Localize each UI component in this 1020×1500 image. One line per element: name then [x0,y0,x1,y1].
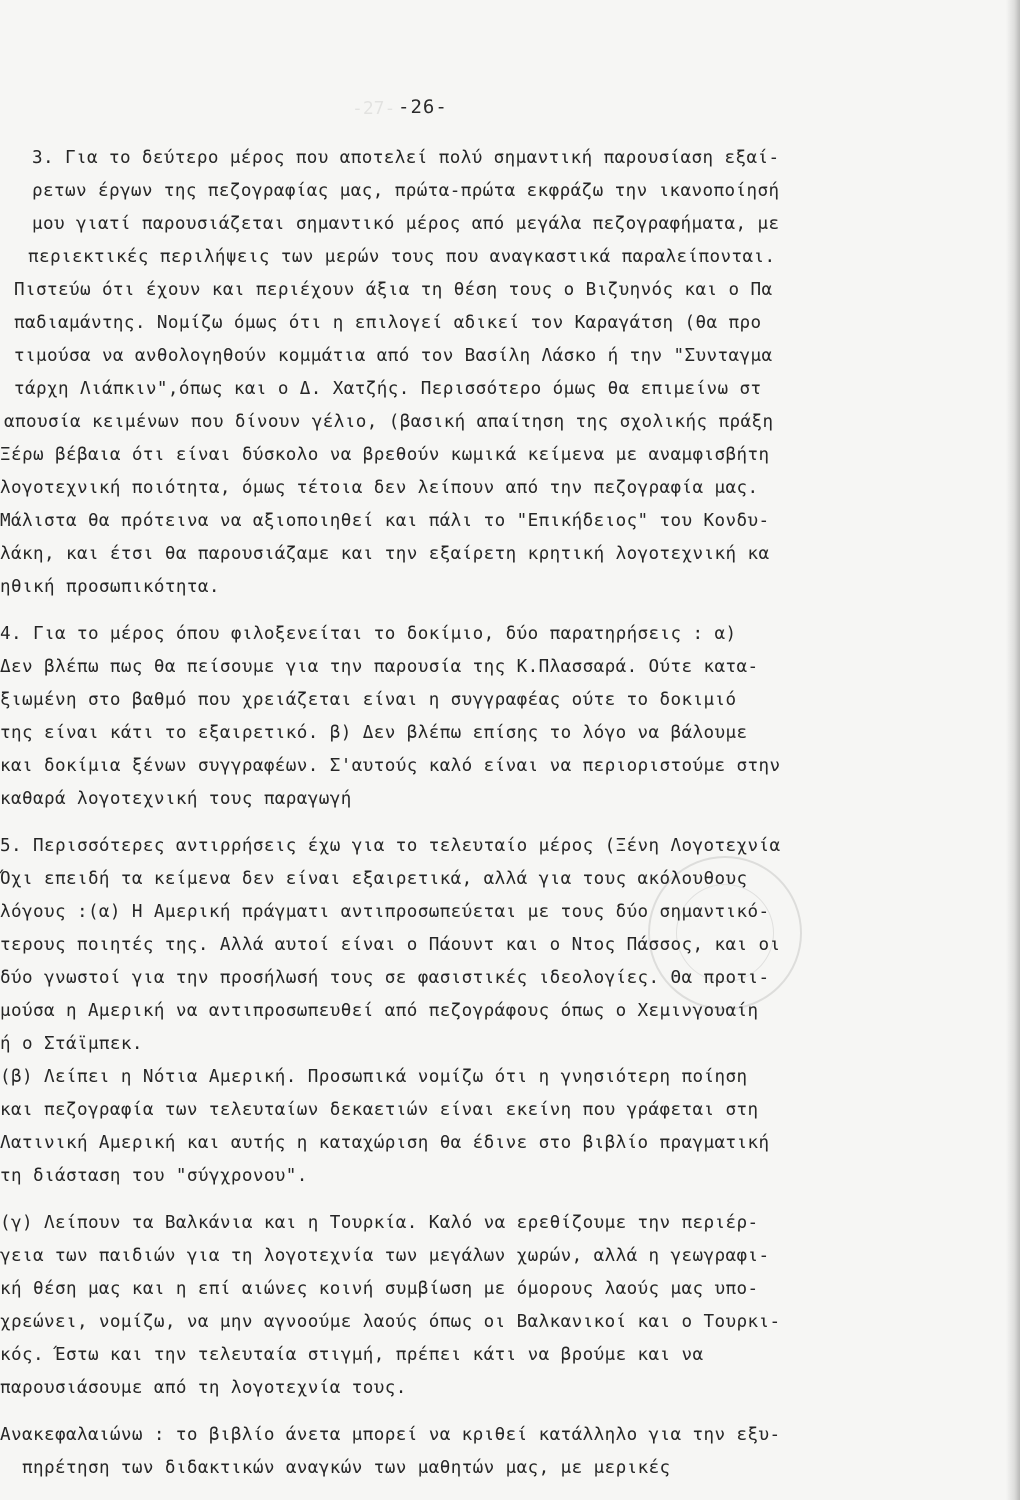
text-line: πηρέτηση των διδακτικών αναγκών των μαθητών μας, με μερικές [22,1458,671,1478]
text-line: κή θέση μας και η επί αιώνες κοινή συμβίωση με όμορους λαούς μας υπο- [0,1279,759,1299]
text-line: 4. Για το μέρος όπου φιλοξενείται το δοκίμιο, δύο παρατηρήσεις : α) [0,624,737,644]
text-line: καθαρά λογοτεχνική τους παραγωγή [0,789,352,809]
bleed-through-mark: -27- [352,98,396,119]
text-line: τιμούσα να ανθολογηθούν κομμάτια από τον Βασίλη Λάσκο ή την "Συνταγμα [14,346,773,366]
text-line: λόγους :(α) Η Αμερική πράγματι αντιπροσωπεύεται με τους δύο σημαντικό- [0,902,770,922]
text-line: Πιστεύω ότι έχουν και περιέχουν άξια τη θέση τους ο Βιζυηνός και ο Πα [14,280,773,300]
text-line: Ξέρω βέβαια ότι είναι δύσκολο να βρεθούν κωμικά κείμενα με αναμφισβήτη [0,445,770,465]
text-line: απουσία κειμένων που δίνουν γέλιο, (βασική απαίτηση της σχολικής πράξη [4,412,774,432]
text-line: (γ) Λείπουν τα Βαλκάνια και η Τουρκία. Καλό να ερεθίζουμε την περιέρ- [0,1213,759,1233]
text-line: Όχι επειδή τα κείμενα δεν είναι εξαιρετικά, αλλά για τους ακόλουθους [0,869,748,889]
text-line: Ανακεφαλαιώνω : το βιβλίο άνετα μπορεί να κριθεί κατάλληλο για την εξυ- [0,1425,781,1445]
text-line: χρεώνει, νομίζω, να μην αγνοούμε λαούς όπως οι Βαλκανικοί και ο Τουρκι- [0,1312,781,1332]
text-line: δύο γνωστοί για την προσήλωσή τους σε φασιστικές ιδεολογίες. Θα προτι- [0,968,770,988]
text-line: λογοτεχνική ποιότητα, όμως τέτοια δεν λείπουν από την πεζογραφία μας. [0,478,759,498]
text-line: και πεζογραφία των τελευταίων δεκαετιών είναι εκείνη που γράφεται στη [0,1100,759,1120]
text-line: Δεν βλέπω πως θα πείσουμε για την παρουσία της Κ.Πλασσαρά. Ούτε κατα- [0,657,759,677]
page-number: -26- [398,96,448,118]
text-line: (β) Λείπει η Νότια Αμερική. Προσωπικά νομίζω ότι η γνησιότερη ποίηση [0,1067,748,1087]
text-line: λάκη, και έτσι θα παρουσιάζαμε και την εξαίρετη κρητική λογοτεχνική κα [0,544,770,564]
text-line: παδιαμάντης. Νομίζω όμως ότι η επιλογεί αδικεί τον Καραγάτση (θα προ [14,313,762,333]
text-line: Μάλιστα θα πρότεινα να αξιοποιηθεί και πάλι το "Επικήδειος" του Κονδυ- [0,511,770,531]
text-line: μούσα η Αμερική να αντιπροσωπευθεί από πεζογράφους όπως ο Χεμινγουαίη [0,1001,759,1021]
text-line: Λατινική Αμερική και αυτής η καταχώριση θα έδινε στο βιβλίο πραγματική [0,1133,770,1153]
text-line: γεια των παιδιών για τη λογοτεχνία των μεγάλων χωρών, αλλά η γεωγραφι- [0,1246,770,1266]
text-line: ηθική προσωπικότητα. [0,577,220,597]
text-line: τερους ποιητές της. Αλλά αυτοί είναι ο Πάουντ και ο Ντος Πάσσος, και οι [0,935,781,955]
text-line: περιεκτικές περιλήψεις των μερών τους που αναγκαστικά παραλείπονται. [28,247,776,267]
text-line: μου γιατί παρουσιάζεται σημαντικό μέρος από μεγάλα πεζογραφήματα, με [32,214,780,234]
text-line: τάρχη Λιάπκιν",όπως και ο Δ. Χατζής. Περισσότερο όμως θα επιμείνω στ [14,379,762,399]
text-line: 3. Για το δεύτερο μέρος που αποτελεί πολύ σημαντική παρουσίαση εξαί- [32,148,780,168]
text-line: 5. Περισσότερες αντιρρήσεις έχω για το τελευταίο μέρος (Ξένη Λογοτεχνία [0,836,781,856]
text-line: κός. Έστω και την τελευταία στιγμή, πρέπει κάτι να βρούμε και να [0,1345,704,1365]
text-line: ρετων έργων της πεζογραφίας μας, πρώτα-πρώτα εκφράζω την ικανοποίησή [32,181,780,201]
text-line: παρουσιάσουμε από τη λογοτεχνία τους. [0,1378,407,1398]
text-line: ξιωμένη στο βαθμό που χρειάζεται είναι η συγγραφέας ούτε το δοκιμιό [0,690,737,710]
text-line: της είναι κάτι το εξαιρετικό. β) Δεν βλέπω επίσης το λόγο να βάλουμε [0,723,748,743]
text-line: ή ο Στάϊμπεκ. [0,1034,143,1054]
text-line: τη διάσταση του "σύγχρονου". [0,1166,308,1186]
text-line: και δοκίμια ξένων συγγραφέων. Σ'αυτούς καλό είναι να περιοριστούμε στην [0,756,781,776]
page-edge-shadow [1006,0,1020,1500]
